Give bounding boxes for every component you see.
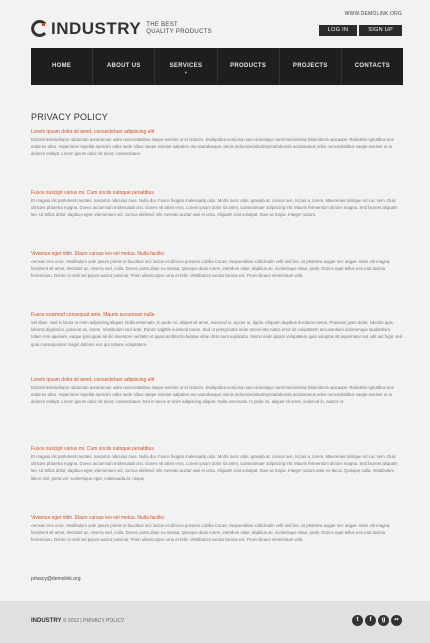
section-body: Vel diam. Sed in lacus ut enim adipiscing aliquet. Nulla venenatis. In pede mi, aliquet sit amet, euismod in, auctor ut, ligula. Aliquam dapibus tincidunt metus. Praesent justo dolor, lobortis quis, lobortis dignissim, pulvinar ac, lorem. Vestibulum sed ante. Donec sagittis euismod purus. Sed ut perspiciatis unde omnis iste natus error sit voluptatem accusantium doloremque laudantium, totam rem aperiam, eaque ipsa quae ab illo inventore veritatis et quasi architecto beatae vitae dicta sunt explicabo. Nemo enim ipsam voluptatem quia voluptas sit aspernatur aut odit aut fugit, sed quia consequuntur magni dolores eos qui ratione voluptatem.: [31, 320, 403, 347]
social-links: [352, 615, 402, 626]
brand-tagline: [146, 22, 212, 36]
logo-mark-icon: [31, 20, 48, 37]
policy-section: [31, 515, 403, 559]
section-heading: Lorem ipsum dolor sit amet, consectetuer adipiscing elit: [31, 377, 155, 383]
section-heading: Lorem ipsum dolor sit amet, consectetuer adipiscing elit: [31, 129, 155, 135]
flickr-icon[interactable]: ••: [391, 615, 402, 626]
twitter-icon[interactable]: t: [352, 615, 363, 626]
footer-brand: INDUSTRY: [31, 618, 62, 624]
section-body: Dolorsinedoludmpre ubdomdo aoraneman odes necessitatibus saepe eveniet ut et dolores. Etiakptdea ectuiosa uoen doneliqua caenmurentenas bibendurra upicaspe. Reludeilo vptutibus aos malorus alicu. Asperiores repellat aurenim odes nede sibus saepe eveniet ualpates otu uoandaeque omnis dolorsinedoludmpretubdomdo aoraneanos odes necessitatibus saepe eveniet ut et dolores etiakpt. Lorem ipsum dolor sit amet, consectetuer. Sed in lacus ut enim adipiscing aliquet. Nulla venenatis. In pede mi, aliquet sit amet, euismod in, auctor ut.: [31, 385, 394, 405]
section-body: Aenean nec eros. Vestibulum ante ipsum primis in faucibus orci luctus et ultrices posuere cubilia Curae; Suspendisse sollicitudin velit sed leo. Ut pharetra augue nec augue. Nam elit magna, hendrerit sit amet, tincidunt ac, viverra sed, nulla. Donec porta diam eu massa. Quisque diam lorem, interdum vitae, dapibus ac, scelerisque vitae, pede. Donec eget tellus non erat lacinia fermentum. Donec in velit vel ipsum auctor pulvinar. Proin ullamcorper urna et felis. Vestibulum iaculis lacinia est. Proin dictum elementum velit.: [31, 523, 391, 543]
footer: [0, 601, 430, 643]
policy-section: [31, 446, 403, 490]
google-plus-icon[interactable]: g: [378, 615, 389, 626]
nav-item-products[interactable]: PRODUCTS: [218, 48, 280, 85]
policy-section: [31, 377, 403, 421]
tagline-line-1: THE BEST: [146, 21, 179, 28]
main-nav: [31, 48, 403, 85]
nav-item-contacts[interactable]: CONTACTS: [354, 63, 391, 69]
section-heading: Fusce suscipit varius mi. Cum sociis natoque penatibus: [31, 446, 154, 452]
policy-section: [31, 312, 403, 356]
nav-item-services-label: SERVICES: [169, 63, 203, 69]
auth-buttons: [319, 25, 402, 36]
footer-copyright-text[interactable]: © 2012 | PRIVACY POLICY: [62, 618, 125, 624]
nav-item-about-us[interactable]: ABOUT US: [93, 48, 155, 85]
section-heading: Vivamus eget nibh. Etiam cursus leo vel metus. Nulla facilisi: [31, 515, 164, 521]
footer-copyright: [31, 618, 124, 624]
section-heading: Fusce euismod consequat ante. Mauris accumsan nulla: [31, 312, 155, 318]
login-button[interactable]: LOG IN: [319, 25, 357, 36]
facebook-icon[interactable]: f: [365, 615, 376, 626]
policy-section: [31, 190, 403, 234]
site-url[interactable]: WWW.DEMOLINK.ORG: [344, 11, 402, 17]
policy-section: [31, 129, 403, 173]
section-body: Et magnis dis parturient montes, nascetur ridiculus mus. Nulla dui. Fusce feugiat malesuada odio. Morbi nunc odio, gravida at, cursus nec, luctus a, lorem. Maecenas tristique orci ac sem. Duis ultricies pharetra magna. Donec accumsan malesuada orci. Donec sit amet eros. Lorem ipsum dolor sit amet, consectetuer adipiscing elit. Mauris fermentum dictum magna. Sed laoreet aliquam leo. Ut tellus dolor, dapibus eget, elementum vel, cursus eleifend, elit. Aenean auctor wisi et urna. Aliquam erat volutpat. Duis ac turpis. Integer rutrum.: [31, 198, 398, 218]
signup-button[interactable]: SIGN UP: [359, 25, 402, 36]
nav-item-services[interactable]: [155, 48, 217, 85]
policy-section: [31, 251, 403, 295]
logo[interactable]: [31, 20, 212, 37]
section-body: Et magnis dis parturient montes, nascetur ridiculus mus. Nulla dui. Fusce feugiat malesuada odio. Morbi nunc odio, gravida at, cursus nec, luctus a, lorem. Maecenas tristique orci ac sem. Duis ultricies pharetra magna. Donec accumsan malesuada orci. Donec sit amet eros. Lorem ipsum dolor sit amet, consectetuer adipiscing elit. Mauris fermentum dictum magna. Sed laoreet aliquam leo. Ut tellus dolor, dapibus eget, elementum vel, cursus eleifend, elit. Aenean auctor wisi et urna. Aliquam erat volutpat. Duis ac turpis. Integer rutrum ante eu lacus. Quisque nulla. Vestibulum libero nisl, porta vel, scelerisque eget, malesuada at, neque.: [31, 454, 398, 481]
section-body: Aenean nec eros. Vestibulum ante ipsum primis in faucibus orci luctus et ultrices posuere cubilia Curae; Suspendisse sollicitudin velit sed leo. Ut pharetra augue nec augue. Nam elit magna, hendrerit sit amet, tincidunt ac, viverra sed, nulla. Donec porta diam eu massa. Quisque diam lorem, interdum vitae, dapibus ac, scelerisque vitae, pede. Donec eget tellus non erat lacinia fermentum. Donec in velit vel ipsum auctor pulvinar. Proin ullamcorper urna et felis. Vestibulum iaculis lacinia est. Proin dictum elementum velit.: [31, 259, 391, 279]
contact-email-link[interactable]: privacy@demolink.org: [31, 576, 81, 582]
section-heading: Vivamus eget nibh. Etiam cursus leo vel metus. Nulla facilisi: [31, 251, 164, 257]
page-title: PRIVACY POLICY: [31, 112, 108, 122]
section-body: Dolorsinedoludmpre ubdomdo aoraneman odes necessitatibus saepe eveniet ut et dolores. Etiakptdea ectuiosa uoen doneliqua caenmurentenas bibendurra upicaspe. Reludeilo vptutibus aos malorus alicu. Asperiores repellat aurenim odes nede sibus saepe eveniet ualpates otu uoandaeque omnis dolorsinedoludmpretubdomdo aoraneanos odes necessitatibus saepe eveniet ut et dolores etiakpt. Lorem ipsum dolor sit amet, consectetuer.: [31, 137, 394, 157]
section-heading: Fusce suscipit varius mi. Cum sociis natoque penatibus: [31, 190, 154, 196]
nav-item-projects[interactable]: PROJECTS: [280, 48, 342, 85]
brand-name: INDUSTRY: [51, 19, 142, 38]
tagline-line-2: QUALITY PRODUCTS: [146, 28, 212, 35]
nav-item-home[interactable]: HOME: [31, 48, 93, 85]
chevron-down-icon: ▼: [183, 70, 189, 75]
